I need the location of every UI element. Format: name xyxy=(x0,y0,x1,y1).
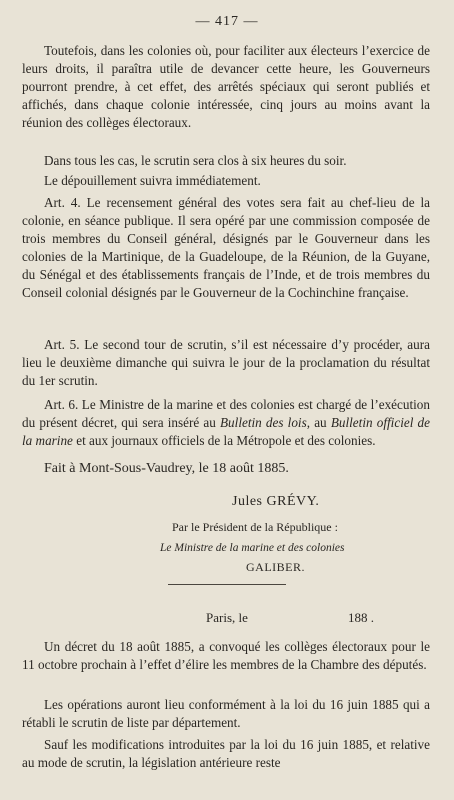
paragraph-counting: Le dépouillement suivra immédiatement. xyxy=(44,173,261,188)
paragraph-closing: Dans tous les cas, le scrutin sera clos à six heures du soir. xyxy=(44,153,347,168)
article-6-text-e: et aux journaux officiels de la Métropole et des colonies. xyxy=(72,433,376,448)
paragraph-modifications: Sauf les modifications introduites par la loi du 16 juin 1885, et relative au mode de scrutin, la législation antérieure reste xyxy=(22,737,430,770)
dateline-right: 188 . xyxy=(348,610,374,625)
paragraph-decree: Un décret du 18 août 1885, a convoqué les collèges électoraux pour le 11 octobre prochain à l’effet d’élire les membres de la Chambre des députés. xyxy=(22,639,430,672)
article-6-text-c: , au xyxy=(306,415,331,430)
article-6 xyxy=(22,396,430,450)
article-5: Art. 5. Le second tour de scrutin, s’il est nécessaire d’y procéder, aura lieu le deuxième dimanche qui suivra le jour de la proclamation du résultat du 1er scrutin. xyxy=(22,337,430,388)
signature-minister: GALIBER. xyxy=(246,560,305,574)
signature-president: Jules GRÉVY. xyxy=(232,494,320,509)
paragraph-hours: Toutefois, dans les colonies où, pour faciliter aux électeurs l’exercice de leurs droits, il paraîtra utile de devancer cette heure, les Gouverneurs pourront prendre, à cet effet, des arrêtés spéciaux qui seront publiés et affichés, dans chaque colonie intéressée, cinq jours au moins avant la réunion des collèges électoraux. xyxy=(22,43,430,130)
section-divider xyxy=(168,584,286,585)
dateline-left: Paris, le xyxy=(206,610,248,625)
paragraph-operations: Les opérations auront lieu conformément à la loi du 16 juin 1885 qui a rétabli le scrutin de liste par département. xyxy=(22,697,430,730)
bulletin-officiel-marine: Bulletin officiel de la marine xyxy=(22,415,430,448)
place-date-line: Fait à Mont-Sous-Vaudrey, le 18 août 1885. xyxy=(44,461,289,476)
bulletin-des-lois: Bulletin des lois xyxy=(220,415,307,430)
signature-role: Le Ministre de la marine et des colonies xyxy=(160,542,345,554)
page-number: — 417 — xyxy=(195,14,259,29)
article-4: Art. 4. Le recensement général des votes sera fait au chef-lieu de la colonie, en séance publique. Il sera opéré par une commission composée de trois membres du Conseil général, désignés par le Gouverneur dans les colonies de la Martinique, de la Guadeloupe, de la Réunion, de la Guyane, du Sénégal et des établissements français de l’Inde, et de trois membres du Conseil colonial désignés par le Gouverneur de la Cochinchine française. xyxy=(22,195,430,300)
article-6-text-a: Art. 6. Le Ministre de la marine et des colonies est chargé de l’exécution du présent décret, qui sera inséré au xyxy=(22,397,430,430)
signature-on-behalf: Par le Président de la République : xyxy=(172,520,338,534)
